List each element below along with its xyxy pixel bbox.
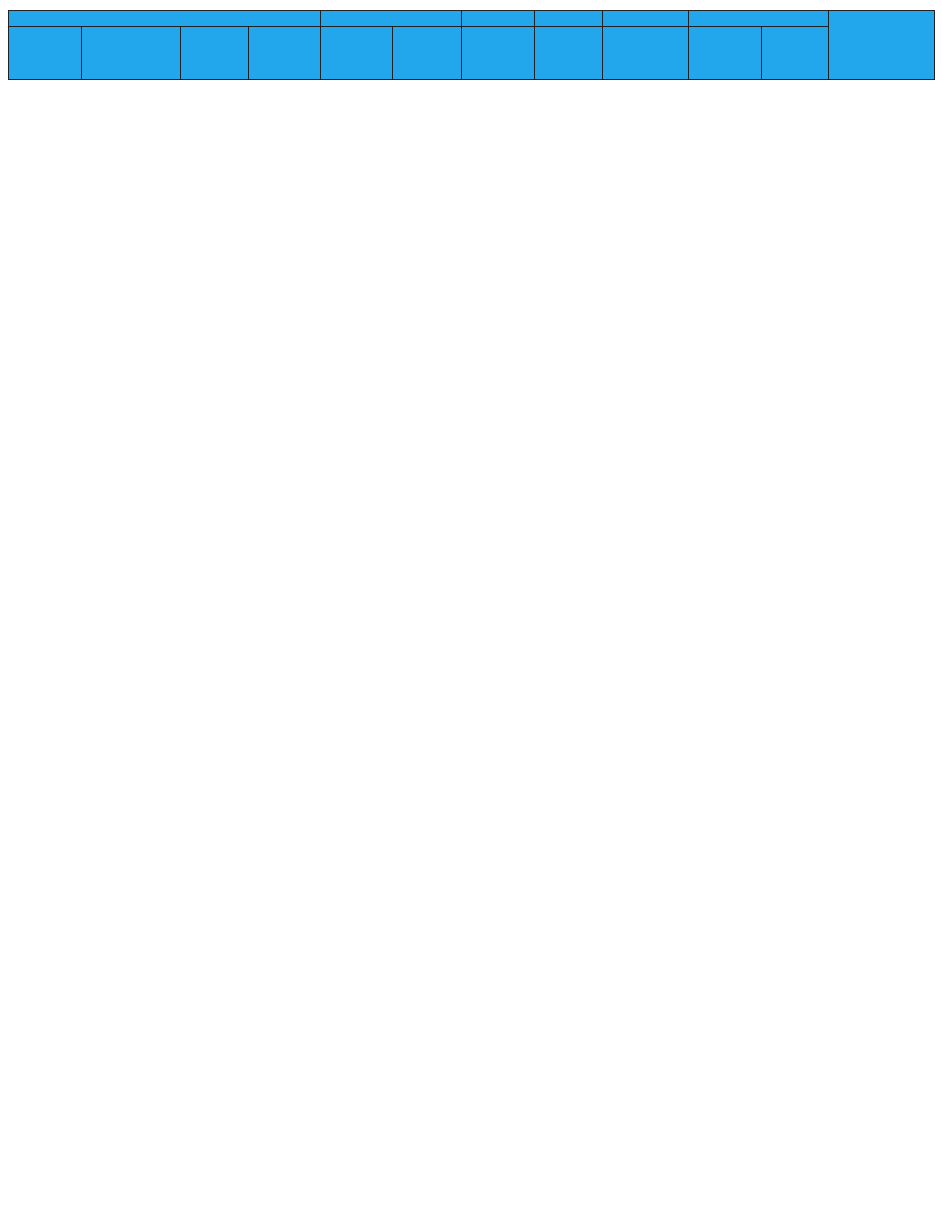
col-dla [181, 27, 249, 80]
col-drain-construction [535, 27, 603, 80]
header-drain [535, 11, 603, 27]
col-braid-construction [603, 27, 689, 80]
header-column-row [9, 27, 935, 80]
header-braid [603, 11, 689, 27]
header-resistance [829, 11, 935, 80]
header-shield [462, 11, 535, 27]
table-divider-gap [0, 722, 942, 734]
col-jacket-thickness [689, 27, 762, 80]
col-conductor-construction [82, 27, 181, 80]
col-awg [9, 27, 82, 80]
header-group-row [9, 11, 935, 27]
col-shield-construction [462, 27, 535, 80]
col-cores [249, 27, 321, 80]
cable-spec-table-top [8, 10, 935, 80]
col-insulation-od [393, 27, 462, 80]
header-jacket [689, 11, 829, 27]
col-jacket-od [762, 27, 829, 80]
header-insulation [321, 11, 462, 27]
col-insulation-thickness [321, 27, 393, 80]
header-conductor [9, 11, 321, 27]
